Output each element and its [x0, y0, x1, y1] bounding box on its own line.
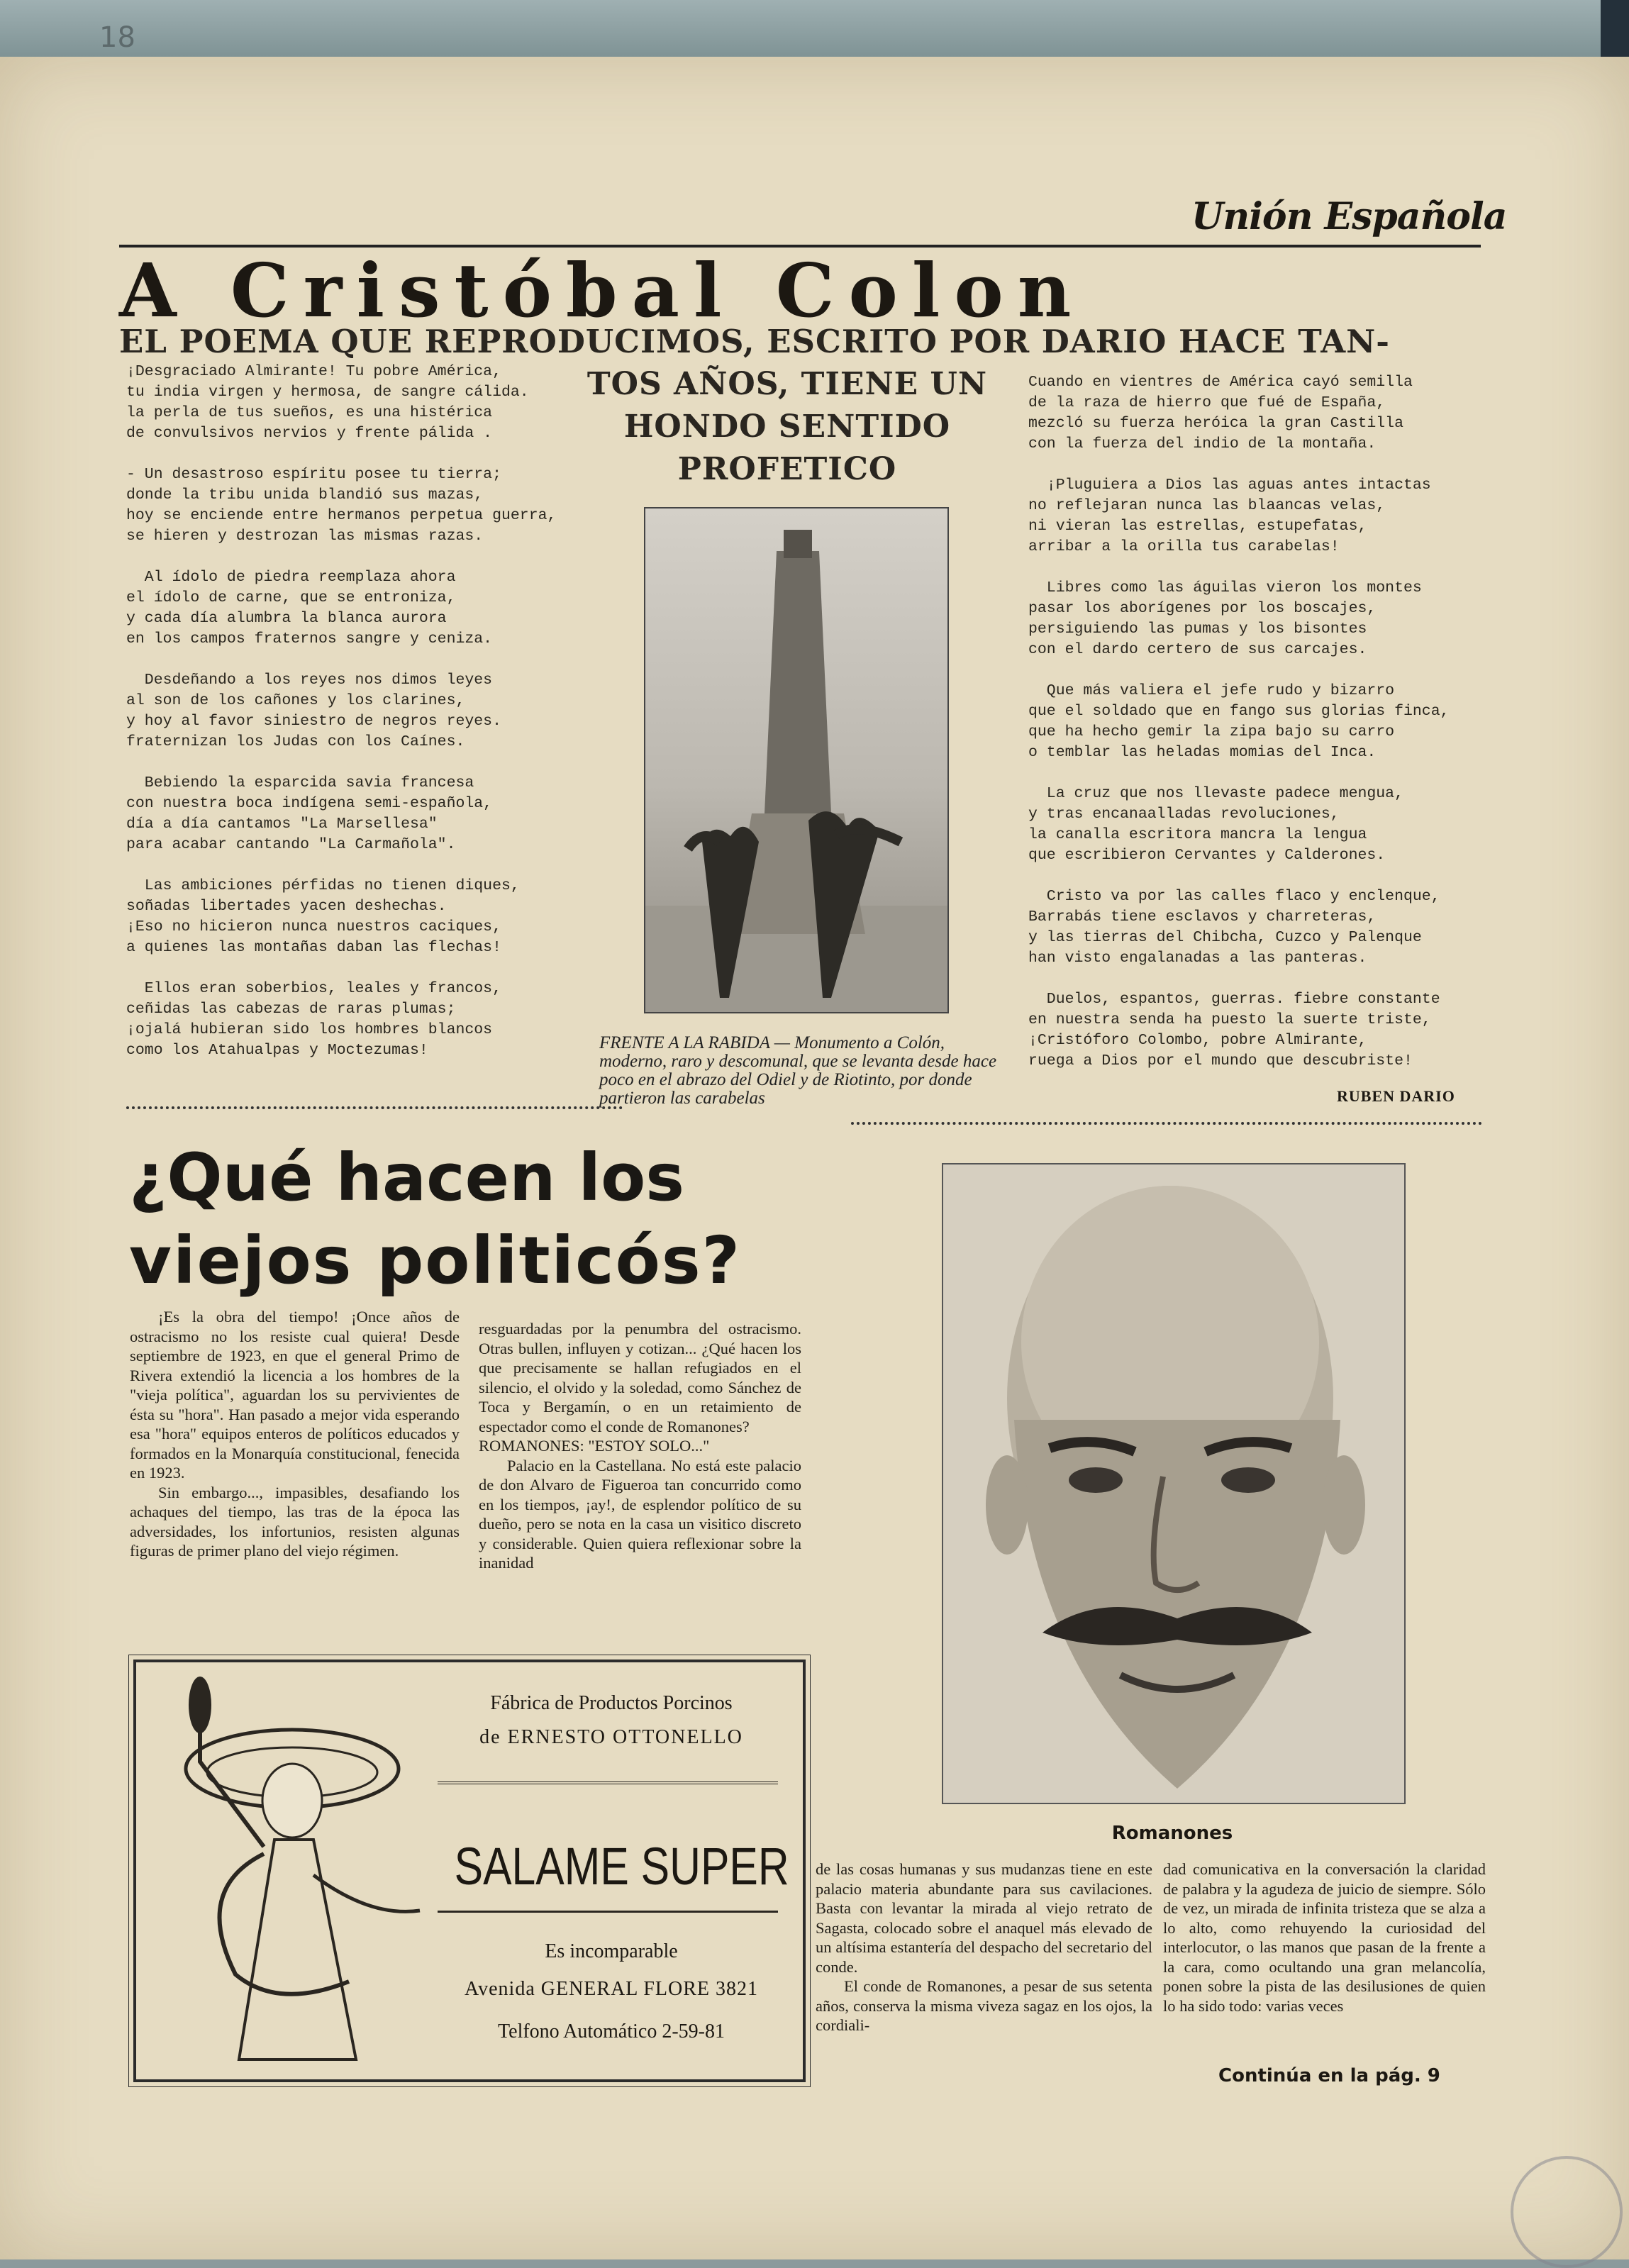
ad-rule: [438, 1911, 778, 1913]
article2-title-line2: viejos politicós?: [129, 1223, 741, 1299]
paragraph: ¡Es la obra del tiempo! ¡Once años de ostracismo no los resiste cual quiera! Desde septiembre de 1923, en que el general Primo de Rivera extendió la licencia a los hombres de la "vieja política", aguardan los su pervivientes de ésta su "hora". Han pasado a mejor vida esperando esa "hora" equipos enteros de políticos educados y formados en la Monarquía constitucional, fenecida en 1923.: [130, 1308, 460, 1482]
article2-column-3: [816, 1860, 1152, 2035]
article2-title-line1: ¿Qué hacen los: [129, 1140, 685, 1216]
subhead-line: HONDO SENTIDO: [623, 408, 951, 445]
portrait-caption: Romanones: [1111, 1823, 1233, 1844]
lady-illustration: [150, 1677, 448, 2067]
paragraph: Sin embargo..., impasibles, desafiando los achaques del tiempo, las tras de la época las adversidades, los infortunios, resisten algunas figuras de primer plano del viejo régimen.: [130, 1483, 460, 1560]
photo-caption: FRENTE A LA RABIDA — Monumento a Colón, moderno, raro y descomunal, que se levanta desde hace poco en el abrazo del Odiel y de Riotinto, por donde partieron las carabelas: [599, 1033, 997, 1108]
pencil-note: 18: [99, 21, 135, 54]
scan-edge: [0, 0, 1629, 57]
article1-title: A Cristóbal Colon: [119, 247, 1086, 334]
ad-rule: [438, 1781, 778, 1784]
ad-line1: Fábrica de Productos Porcinos: [490, 1692, 733, 1714]
ad-tagline: Es incomparable: [545, 1940, 678, 1962]
paragraph: de las cosas humanas y sus mudanzas tiene en este palacio materia abundante para sus cavilaciones. Basta con levantar la mirada al viejo retrato de Sagasta, colocado sobre el anaquel más elevado de un altísima estantería del despacho del secretario del conde.: [816, 1860, 1152, 1976]
article2-column-2: [479, 1319, 801, 1573]
paragraph: dad comunicativa en la conversación la claridad de palabra y la agudeza de juicio de siempre. Sólo de vez, un mirada de infinita tristeza que se alza a lo alto, como rehuyendo la curiosidad del interlocutor, o las manos que pasan de la frente a la cara, como ocultando una gran melancolía, ponen sobre la pista de las desilusiones de quien lo ha sido todo: varias veces: [1163, 1860, 1486, 2015]
article1-subhead-line1: EL POEMA QUE REPRODUCIMOS, ESCRITO POR DARIO HACE TAN-: [119, 323, 1390, 360]
continued-note: Continúa en la pág. 9: [1218, 2065, 1440, 2086]
paragraph: resguardadas por la penumbra del ostracismo. Otras bullen, influyen y cotizan... ¿Qué hacen los que precisamente se hallan refugiados en el silencio, el olvido y la soledad, como Sánchez de Toca y Bergamín, o en un retaimiento de espectador como el conde de Romanones?: [479, 1320, 801, 1435]
subhead-line: PROFETICO: [677, 451, 897, 487]
romanones-portrait: [942, 1163, 1406, 1804]
ad-product: SALAME SUPER: [454, 1837, 789, 1896]
article2-column-1: [130, 1307, 460, 1561]
rabida-monument-photo: [644, 507, 949, 1013]
ad-phone: Telfono Automático 2-59-81: [498, 2020, 725, 2042]
paragraph: Palacio en la Castellana. No está este palacio de don Alvaro de Figueroa tan concurrido como en los tiempos, ¡ay!, de esplendor político de su dueño, pero se nota en la casa un visitico discreto y considerable. Quien quiera reflexionar sobre la inanidad: [479, 1456, 801, 1572]
poem-signature: RUBEN DARIO: [1337, 1087, 1455, 1105]
subheading: ROMANONES: "ESTOY SOLO...": [479, 1437, 710, 1455]
ad-line2: de ERNESTO OTTONELLO: [479, 1726, 743, 1748]
ad-address: Avenida GENERAL FLORE 3821: [464, 1978, 759, 2000]
poem-right-column: Cuando en vientres de América cayó semilla de la raza de hierro que fué de España, mezcló su fuerza heróica la gran Castilla con la fuerza del indio de la montaña. ¡Pluguiera a Dios las aguas antes intactas no reflejaran nunca las blaancas velas, ni vieran las estrellas, estupefatas, arribar a la orilla tus carabelas! Libres como las águilas vieron los montes pasar los aborígenes por los boscajes, persiguiendo las pumas y los bisontes con el dardo certero de sus carcajes. Que más valiera el jefe rudo y bizarro que el soldado que en fango sus glorias finca, que ha hecho gemir la zipa bajo su carro o temblar las heladas momias del Inca. La cruz que nos llevaste padece mengua, y tras encanaalladas revoluciones, la canalla escritora mancra la lengua que escribieron Cervantes y Calderones. Cristo va por las calles flaco y enclenque, Barrabás tiene esclavos y charreteras, y las tierras del Chibcha, Cuzco y Palenque han visto engalanadas a las panteras. Duelos, espantos, guerras. fiebre constante en nuestra senda ha puesto la suerte triste, ¡Cristóforo Colombo, pobre Almirante, ruega a Dios por el mundo que descubriste!: [1028, 374, 1450, 1069]
paragraph: El conde de Romanones, a pesar de sus setenta años, conserva la misma viveza sagaz en los ojos, la cordiali-: [816, 1977, 1152, 2034]
portrait-illustration: [943, 1164, 1404, 1803]
masthead: Unión Española: [1191, 195, 1507, 238]
article1-subhead-rest: [567, 363, 1007, 491]
salame-advertisement: [133, 1660, 806, 2082]
monument-illustration: [645, 508, 947, 1012]
section-divider-right: [851, 1122, 1482, 1125]
subhead-line: TOS AÑOS, TIENE UN: [586, 366, 988, 402]
article2-column-4: [1163, 1860, 1486, 2016]
section-divider-left: [126, 1106, 623, 1109]
library-stamp: [1511, 2156, 1623, 2268]
poem-left-column: ¡Desgraciado Almirante! Tu pobre América, tu india virgen y hermosa, de sangre cálida. la perla de tus sueños, es una histérica de convulsivos nervios y frente pálida . - Un desastroso espíritu posee tu tierra; donde la tribu unida blandió sus mazas, hoy se enciende entre hermanos perpetua guerra, se hieren y destrozan las mismas razas. Al ídolo de piedra reemplaza ahora el ídolo de carne, que se entroniza, y cada día alumbra la blanca aurora en los campos fraternos sangre y ceniza. Desdeñando a los reyes nos dimos leyes al son de los cañones y los clarines, y hoy al favor siniestro de negros reyes. fraternizan los Judas con los Caínes. Bebiendo la esparcida savia francesa con nuestra boca indígena semi-española, día a día cantamos "La Marsellesa" para acabar cantando "La Carmañola". Las ambiciones pérfidas no tienen diques, soñadas libertades yacen deshechas. ¡Eso no hicieron nunca nuestros caciques, a quienes las montañas daban las flechas! Ellos eran soberbios, leales y francos, ceñidas las cabezas de raras plumas; ¡ojalá hubieran sido los hombres blancos como los Atahualpas y Moctezumas!: [126, 363, 557, 1059]
